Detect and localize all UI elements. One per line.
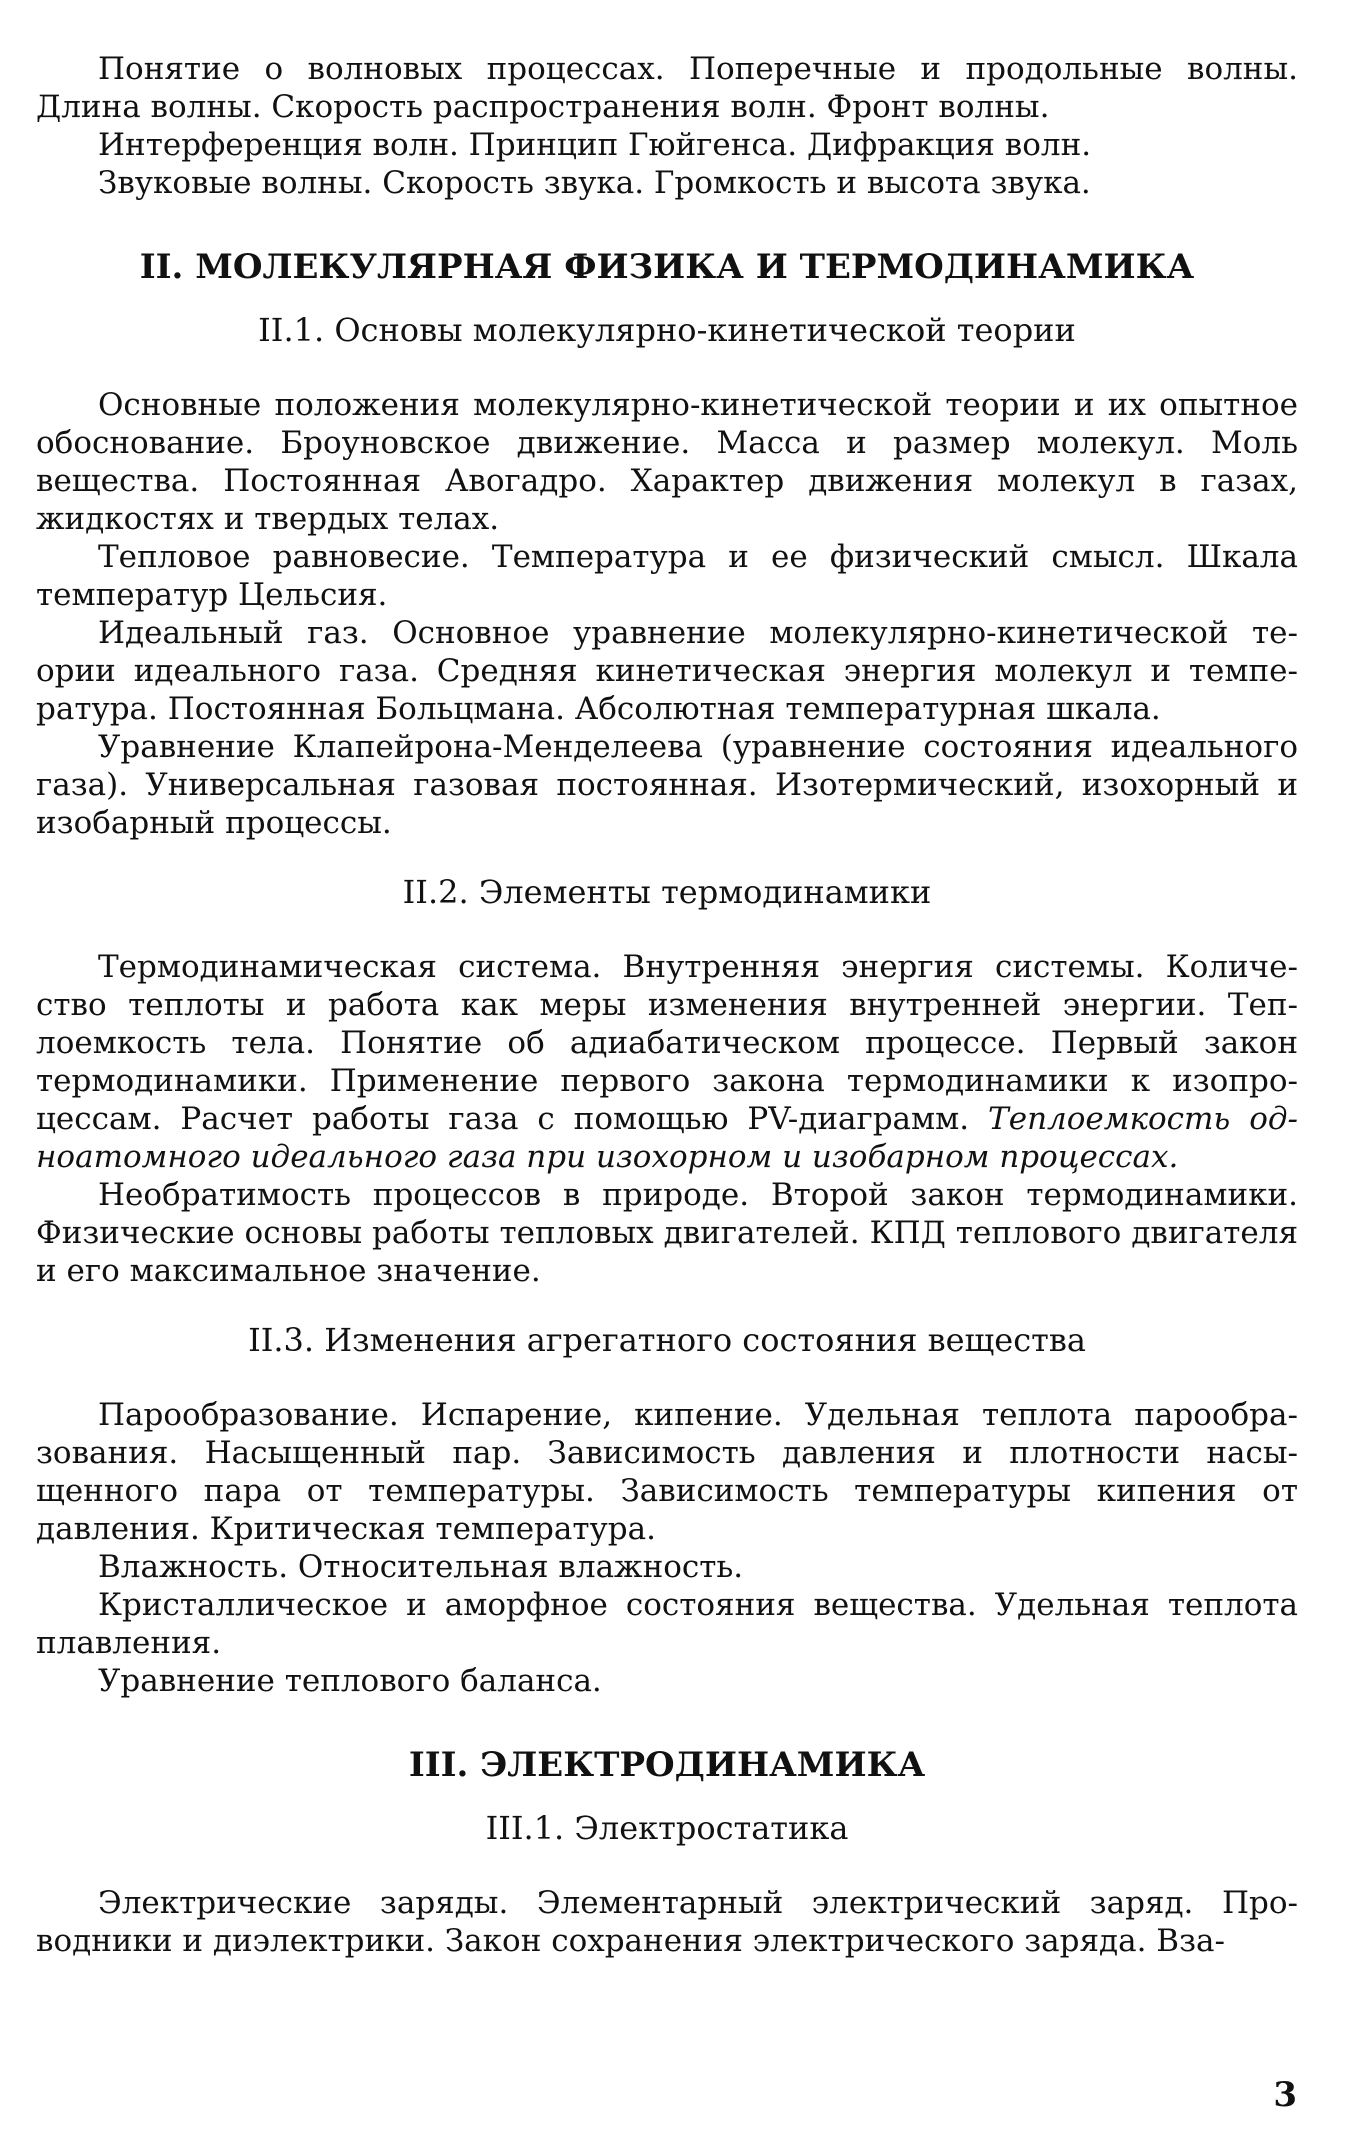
paragraph-ideal-gas: Идеальный газ. Основное уравнение молекулярно-кинетической теории идеального газа. Средняя кинетическая энергия молекул и температура. Постоянная Больцмана. Абсолютная температурная шкала. <box>36 615 1298 727</box>
page-number: 3 <box>1273 2075 1297 2115</box>
paragraph-humidity: Влажность. Относительная влажность. <box>98 1549 744 1585</box>
paragraph-electric-charges: Электрические заряды. Элементарный электрический заряд. Проводники и диэлектрики. Закон сохранения электрического заряда. Вза- <box>36 1885 1298 1959</box>
intro-paragraph-waves: Понятие о волновых процессах. Поперечные и продольные волны. Длина волны. Скорость распространения волн. Фронт волны. <box>36 51 1298 125</box>
paragraph-crystalline: Кристаллическое и аморфное состояния вещества. Удельная теплота плавления. <box>36 1587 1298 1661</box>
paragraph-mkt-basics: Основные положения молекулярно-кинетической теории и их опытное обоснование. Броуновское движение. Масса и размер молекул. Моль вещества. Постоянная Авогадро. Характер движения молекул в газах, жидкостях и твердых телах. <box>36 387 1298 537</box>
paragraph-thermo-system-italic: Теплоемкость одноатомного идеального газа при изохорном и изобарном процессах. <box>36 1101 1299 1175</box>
intro-paragraph-interference: Интерференция волн. Принцип Гюйгенса. Дифракция волн. <box>98 127 1092 163</box>
paragraph-heat-balance: Уравнение теплового баланса. <box>98 1663 602 1699</box>
intro-paragraph-sound: Звуковые волны. Скорость звука. Громкость и высота звука. <box>98 165 1091 201</box>
section-title-thermodynamics: II.2. Элементы термодинамики <box>402 873 932 911</box>
section-title-electrostatics: III.1. Электростатика <box>485 1809 849 1847</box>
paragraph-thermal-equilibrium: Тепловое равновесие. Температура и ее физический смысл. Шкала температур Цельсия. <box>36 539 1298 613</box>
chapter-title-electrodynamics: III. ЭЛЕКТРОДИНАМИКА <box>408 1745 926 1785</box>
section-title-mkt: II.1. Основы молекулярно-кинетической теории <box>258 311 1076 349</box>
section-title-state-changes: II.3. Изменения агрегатного состояния вещества <box>248 1321 1086 1359</box>
paragraph-thermo-system <box>36 948 1298 1176</box>
paragraph-vaporization: Парообразование. Испарение, кипение. Удельная теплота парообразования. Насыщенный пар. Зависимость давления и плотности насыщенного пара от температуры. Зависимость температуры кипения от давления. Критическая температура. <box>36 1397 1298 1547</box>
paragraph-irreversibility: Необратимость процессов в природе. Второй закон термодинамики. Физические основы работы тепловых двигателей. КПД теплового двигателя и его максимальное значение. <box>36 1177 1298 1289</box>
page-content <box>36 50 1298 1960</box>
chapter-title-molecular-physics: II. МОЛЕКУЛЯРНАЯ ФИЗИКА И ТЕРМОДИНАМИКА <box>139 247 1195 287</box>
paragraph-clapeyron: Уравнение Клапейрона-Менделеева (уравнение состояния идеального газа). Универсальная газовая постоянная. Изотермический, изохорный и изобарный процессы. <box>36 729 1298 841</box>
paragraph-thermo-system-text: Термодинамическая система. Внутренняя энергия системы. Количество теплоты и работа как меры изменения внутренней энергии. Теплоемкость тела. Понятие об адиабатическом процессе. Первый закон термодинамики. Применение первого закона термодинамики к изопроцессам. Расчет работы газа с помощью PV-диаграмм. <box>36 949 1298 1137</box>
